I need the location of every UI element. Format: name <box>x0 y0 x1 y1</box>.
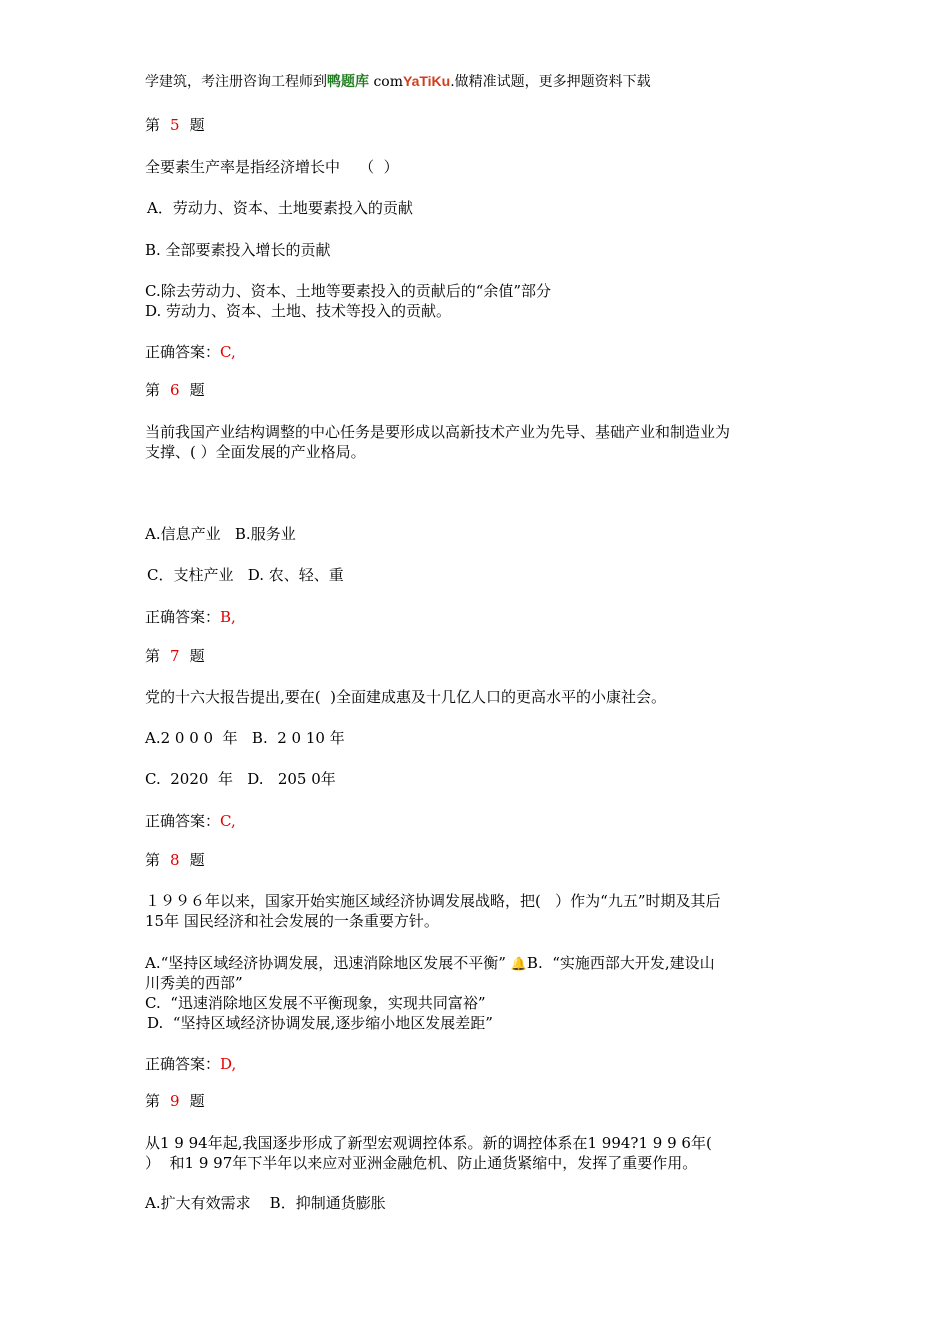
question-7-answer <box>145 811 236 832</box>
question-5-label <box>145 115 205 136</box>
header-middle: com <box>369 74 403 90</box>
header-line <box>145 71 651 93</box>
question-6-stem-line-2: 支撑、( ）全面发展的产业格局。 <box>145 443 366 461</box>
question-number: 6 <box>170 381 180 399</box>
answer-label: 正确答案： <box>145 343 221 361</box>
question-label-suffix: 题 <box>189 1092 205 1110</box>
question-label-suffix: 题 <box>189 116 205 134</box>
question-9-stem-line-1: 从1 9 94年起,我国逐步形成了新型宏观调控体系。新的调控体系在1 994?1 9 9 6年( <box>145 1134 712 1152</box>
question-5-answer <box>145 342 236 363</box>
answer-label: 正确答案： <box>145 608 221 626</box>
answer-value: D, <box>220 1055 237 1073</box>
question-label-prefix: 第 <box>145 647 161 665</box>
answer-label: 正确答案： <box>145 812 221 830</box>
question-8-stem-line-2: 15年 国民经济和社会发展的一条重要方针。 <box>145 912 439 930</box>
brand-name-en: YaTiKu <box>403 73 451 89</box>
header-prefix: 学建筑，考注册咨询工程师到 <box>145 74 327 90</box>
question-9-label <box>145 1091 205 1112</box>
question-8-stem-line-1: １９９６年以来，国家开始实施区域经济协调发展战略，把( ）作为“九五”时期及其后 <box>145 892 721 910</box>
question-7-options-ab: A.2 0 0 0 年 B. 2 0 10 年 <box>145 729 345 747</box>
question-8-option-a-line <box>145 953 715 975</box>
question-label-prefix: 第 <box>145 1092 161 1110</box>
question-8-option-b: B. “实施西部大开发,建设山 <box>526 954 715 972</box>
bell-icon: 🔔 <box>510 957 527 972</box>
question-7-stem: 党的十六大报告提出,要在( )全面建成惠及十几亿人口的更高水平的小康社会。 <box>145 688 667 706</box>
question-5-option-d: D. 劳动力、资本、土地、技术等投入的贡献。 <box>145 302 452 320</box>
answer-label: 正确答案： <box>145 1055 221 1073</box>
question-number: 7 <box>170 647 180 665</box>
question-number: 9 <box>170 1092 180 1110</box>
question-7-options-cd: C. 2020 年 D. 205 0年 <box>145 770 336 788</box>
answer-value: C, <box>220 343 236 361</box>
question-8-option-a: A.“坚持区域经济协调发展，迅速消除地区发展不平衡” <box>145 954 506 972</box>
question-label-suffix: 题 <box>189 381 205 399</box>
question-6-options-ab: A.信息产业 B.服务业 <box>145 525 296 543</box>
question-6-options-cd: C．支柱产业 D. 农、轻、重 <box>147 566 344 584</box>
question-number: 5 <box>170 116 180 134</box>
question-8-option-b-line-2: 川秀美的西部” <box>145 974 243 992</box>
question-number: 8 <box>170 851 180 869</box>
question-label-prefix: 第 <box>145 851 161 869</box>
question-label-suffix: 题 <box>189 851 205 869</box>
answer-value: C, <box>220 812 236 830</box>
brand-name-cn: 鸭题库 <box>327 74 369 90</box>
question-9-stem-line-2: ） 和1 9 97年下半年以来应对亚洲金融危机、防止通货紧缩中，发挥了重要作用。 <box>145 1154 698 1172</box>
question-5-stem: 全要素生产率是指经济增长中 （ ） <box>145 158 399 176</box>
question-8-answer <box>145 1054 236 1075</box>
header-suffix: .做精准试题，更多押题资料下载 <box>450 74 651 90</box>
question-label-suffix: 题 <box>189 647 205 665</box>
question-5-option-c: C.除去劳动力、资本、土地等要素投入的贡献后的“余值”部分 <box>145 282 552 300</box>
question-6-label <box>145 380 205 401</box>
question-5-option-a: A．劳动力、资本、土地要素投入的贡献 <box>147 199 413 217</box>
question-7-label <box>145 646 205 667</box>
question-label-prefix: 第 <box>145 381 161 399</box>
answer-value: B, <box>220 608 236 626</box>
question-5-option-b: B. 全部要素投入增长的贡献 <box>145 241 331 259</box>
question-8-label <box>145 850 205 871</box>
question-8-option-d: D. “坚持区域经济协调发展,逐步缩小地区发展差距” <box>147 1014 493 1032</box>
question-9-options-ab: A.扩大有效需求 B．抑制通货膨胀 <box>145 1194 386 1212</box>
question-6-answer <box>145 607 236 628</box>
question-6-stem-line-1: 当前我国产业结构调整的中心任务是要形成以高新技术产业为先导、基础产业和制造业为 <box>145 423 731 441</box>
question-8-option-c: C. “迅速消除地区发展不平衡现象，实现共同富裕” <box>145 994 486 1012</box>
question-label-prefix: 第 <box>145 116 161 134</box>
